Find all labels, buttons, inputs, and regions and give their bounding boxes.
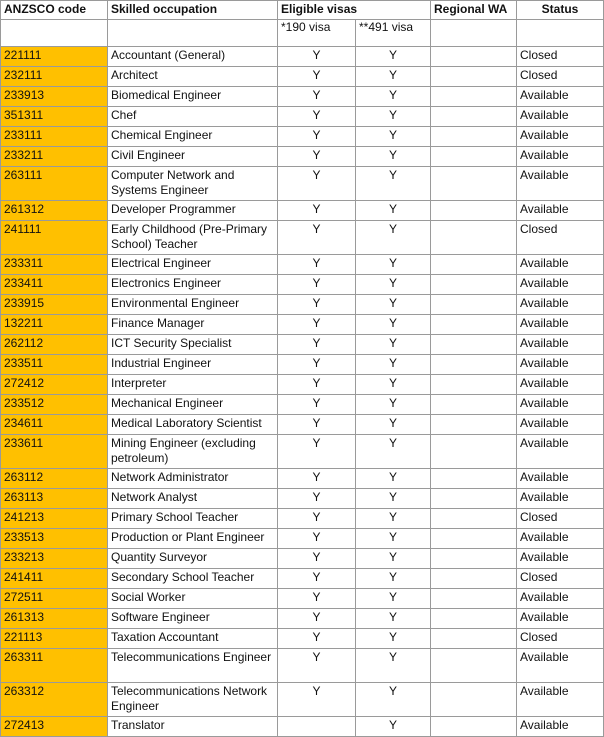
table-row bbox=[1, 469, 604, 489]
visa-491-cell: Y bbox=[356, 509, 431, 529]
regional-wa-cell bbox=[431, 107, 517, 127]
occupation-cell: Medical Laboratory Scientist bbox=[108, 415, 278, 435]
header-occupation: Skilled occupation bbox=[108, 1, 278, 20]
status-cell: Available bbox=[517, 315, 604, 335]
status-cell: Available bbox=[517, 717, 604, 737]
visa-491-cell: Y bbox=[356, 355, 431, 375]
visa-190-cell: Y bbox=[278, 415, 356, 435]
visa-190-cell: Y bbox=[278, 127, 356, 147]
table-row bbox=[1, 167, 604, 201]
table-row bbox=[1, 589, 604, 609]
code-cell: 233213 bbox=[1, 549, 108, 569]
visa-190-cell: Y bbox=[278, 375, 356, 395]
code-cell: 263112 bbox=[1, 469, 108, 489]
header-code: ANZSCO code bbox=[1, 1, 108, 20]
regional-wa-cell bbox=[431, 529, 517, 549]
regional-wa-cell bbox=[431, 415, 517, 435]
visa-190-cell: Y bbox=[278, 589, 356, 609]
code-cell: 232111 bbox=[1, 67, 108, 87]
regional-wa-cell bbox=[431, 127, 517, 147]
occupation-cell: Civil Engineer bbox=[108, 147, 278, 167]
table-row bbox=[1, 683, 604, 717]
occupation-cell: Software Engineer bbox=[108, 609, 278, 629]
regional-wa-cell bbox=[431, 375, 517, 395]
visa-491-cell: Y bbox=[356, 549, 431, 569]
code-cell: 261312 bbox=[1, 201, 108, 221]
visa-491-cell: Y bbox=[356, 683, 431, 717]
table-row bbox=[1, 107, 604, 127]
regional-wa-cell bbox=[431, 683, 517, 717]
table-row bbox=[1, 275, 604, 295]
table-row bbox=[1, 87, 604, 107]
status-cell: Closed bbox=[517, 629, 604, 649]
status-cell: Available bbox=[517, 683, 604, 717]
table-row bbox=[1, 569, 604, 589]
regional-wa-cell bbox=[431, 629, 517, 649]
visa-491-cell: Y bbox=[356, 415, 431, 435]
visa-491-cell: Y bbox=[356, 569, 431, 589]
regional-wa-cell bbox=[431, 295, 517, 315]
table-row bbox=[1, 127, 604, 147]
visa-491-cell: Y bbox=[356, 315, 431, 335]
regional-wa-cell bbox=[431, 549, 517, 569]
visa-491-cell: Y bbox=[356, 717, 431, 737]
code-cell: 272511 bbox=[1, 589, 108, 609]
visa-190-cell: Y bbox=[278, 107, 356, 127]
visa-190-cell: Y bbox=[278, 629, 356, 649]
subheader-visa-491: **491 visa bbox=[356, 20, 431, 47]
code-cell: 132211 bbox=[1, 315, 108, 335]
regional-wa-cell bbox=[431, 47, 517, 67]
regional-wa-cell bbox=[431, 649, 517, 683]
regional-wa-cell bbox=[431, 315, 517, 335]
table-row bbox=[1, 629, 604, 649]
status-cell: Available bbox=[517, 167, 604, 201]
occupation-cell: Mining Engineer (excluding petroleum) bbox=[108, 435, 278, 469]
occupation-cell: Accountant (General) bbox=[108, 47, 278, 67]
occupation-cell: Environmental Engineer bbox=[108, 295, 278, 315]
code-cell: 233511 bbox=[1, 355, 108, 375]
table-row bbox=[1, 355, 604, 375]
visa-190-cell: Y bbox=[278, 147, 356, 167]
regional-wa-cell bbox=[431, 147, 517, 167]
table-row bbox=[1, 375, 604, 395]
status-cell: Available bbox=[517, 87, 604, 107]
status-cell: Available bbox=[517, 127, 604, 147]
visa-491-cell: Y bbox=[356, 295, 431, 315]
occupation-cell: Finance Manager bbox=[108, 315, 278, 335]
regional-wa-cell bbox=[431, 167, 517, 201]
table-body bbox=[1, 47, 604, 737]
regional-wa-cell bbox=[431, 255, 517, 275]
code-cell: 233211 bbox=[1, 147, 108, 167]
visa-491-cell: Y bbox=[356, 255, 431, 275]
status-cell: Available bbox=[517, 201, 604, 221]
table-row bbox=[1, 255, 604, 275]
visa-491-cell: Y bbox=[356, 127, 431, 147]
occupation-cell: Interpreter bbox=[108, 375, 278, 395]
regional-wa-cell bbox=[431, 435, 517, 469]
status-cell: Closed bbox=[517, 67, 604, 87]
status-cell: Available bbox=[517, 489, 604, 509]
occupation-cell: Early Childhood (Pre-Primary School) Teacher bbox=[108, 221, 278, 255]
status-cell: Closed bbox=[517, 569, 604, 589]
visa-190-cell: Y bbox=[278, 255, 356, 275]
code-cell: 262112 bbox=[1, 335, 108, 355]
regional-wa-cell bbox=[431, 201, 517, 221]
status-cell: Available bbox=[517, 107, 604, 127]
table-row bbox=[1, 67, 604, 87]
code-cell: 272413 bbox=[1, 717, 108, 737]
visa-190-cell: Y bbox=[278, 47, 356, 67]
visa-491-cell: Y bbox=[356, 435, 431, 469]
table-row bbox=[1, 415, 604, 435]
code-cell: 241411 bbox=[1, 569, 108, 589]
occupation-cell: Taxation Accountant bbox=[108, 629, 278, 649]
visa-491-cell: Y bbox=[356, 649, 431, 683]
subheader-row bbox=[1, 20, 604, 47]
visa-190-cell: Y bbox=[278, 569, 356, 589]
status-cell: Closed bbox=[517, 221, 604, 255]
visa-491-cell: Y bbox=[356, 589, 431, 609]
visa-190-cell: Y bbox=[278, 609, 356, 629]
code-cell: 241111 bbox=[1, 221, 108, 255]
occupation-cell: Production or Plant Engineer bbox=[108, 529, 278, 549]
status-cell: Available bbox=[517, 415, 604, 435]
visa-190-cell: Y bbox=[278, 335, 356, 355]
code-cell: 263312 bbox=[1, 683, 108, 717]
status-cell: Available bbox=[517, 469, 604, 489]
table-row bbox=[1, 47, 604, 67]
table-row bbox=[1, 549, 604, 569]
regional-wa-cell bbox=[431, 569, 517, 589]
table-row bbox=[1, 489, 604, 509]
code-cell: 233513 bbox=[1, 529, 108, 549]
code-cell: 272412 bbox=[1, 375, 108, 395]
status-cell: Available bbox=[517, 395, 604, 415]
visa-491-cell: Y bbox=[356, 335, 431, 355]
status-cell: Available bbox=[517, 609, 604, 629]
header-eligible-visas: Eligible visas bbox=[278, 1, 431, 20]
visa-491-cell: Y bbox=[356, 275, 431, 295]
status-cell: Available bbox=[517, 375, 604, 395]
table-row bbox=[1, 435, 604, 469]
regional-wa-cell bbox=[431, 335, 517, 355]
visa-190-cell: Y bbox=[278, 167, 356, 201]
visa-190-cell: Y bbox=[278, 87, 356, 107]
status-cell: Available bbox=[517, 295, 604, 315]
code-cell: 221113 bbox=[1, 629, 108, 649]
regional-wa-cell bbox=[431, 87, 517, 107]
visa-491-cell: Y bbox=[356, 221, 431, 255]
code-cell: 263113 bbox=[1, 489, 108, 509]
visa-491-cell: Y bbox=[356, 395, 431, 415]
status-cell: Closed bbox=[517, 47, 604, 67]
status-cell: Available bbox=[517, 255, 604, 275]
table-row bbox=[1, 649, 604, 683]
table-row bbox=[1, 315, 604, 335]
code-cell: 263311 bbox=[1, 649, 108, 683]
code-cell: 233512 bbox=[1, 395, 108, 415]
visa-190-cell: Y bbox=[278, 201, 356, 221]
visa-491-cell: Y bbox=[356, 201, 431, 221]
visa-491-cell: Y bbox=[356, 489, 431, 509]
visa-190-cell: Y bbox=[278, 435, 356, 469]
status-cell: Available bbox=[517, 435, 604, 469]
occupation-cell: Biomedical Engineer bbox=[108, 87, 278, 107]
visa-190-cell: Y bbox=[278, 683, 356, 717]
visa-491-cell: Y bbox=[356, 167, 431, 201]
status-cell: Available bbox=[517, 275, 604, 295]
visa-190-cell: Y bbox=[278, 221, 356, 255]
visa-190-cell: Y bbox=[278, 529, 356, 549]
occupation-cell: Computer Network and Systems Engineer bbox=[108, 167, 278, 201]
occupation-cell: Network Analyst bbox=[108, 489, 278, 509]
occupation-cell: Architect bbox=[108, 67, 278, 87]
code-cell: 233111 bbox=[1, 127, 108, 147]
visa-190-cell: Y bbox=[278, 295, 356, 315]
code-cell: 263111 bbox=[1, 167, 108, 201]
code-cell: 233913 bbox=[1, 87, 108, 107]
regional-wa-cell bbox=[431, 469, 517, 489]
table-row bbox=[1, 335, 604, 355]
visa-190-cell: Y bbox=[278, 395, 356, 415]
regional-wa-cell bbox=[431, 221, 517, 255]
visa-190-cell: Y bbox=[278, 489, 356, 509]
subheader-empty bbox=[517, 20, 604, 47]
visa-491-cell: Y bbox=[356, 87, 431, 107]
occupation-cell: Chemical Engineer bbox=[108, 127, 278, 147]
status-cell: Available bbox=[517, 549, 604, 569]
status-cell: Available bbox=[517, 649, 604, 683]
visa-190-cell: Y bbox=[278, 315, 356, 335]
code-cell: 233915 bbox=[1, 295, 108, 315]
visa-491-cell: Y bbox=[356, 67, 431, 87]
occupation-cell: Electrical Engineer bbox=[108, 255, 278, 275]
code-cell: 351311 bbox=[1, 107, 108, 127]
table-row bbox=[1, 529, 604, 549]
occupation-cell: Quantity Surveyor bbox=[108, 549, 278, 569]
occupation-cell: Industrial Engineer bbox=[108, 355, 278, 375]
table-row bbox=[1, 717, 604, 737]
table-row bbox=[1, 201, 604, 221]
regional-wa-cell bbox=[431, 395, 517, 415]
header-regional-wa: Regional WA bbox=[431, 1, 517, 20]
status-cell: Available bbox=[517, 589, 604, 609]
subheader-visa-190: *190 visa bbox=[278, 20, 356, 47]
table-row bbox=[1, 395, 604, 415]
visa-190-cell: Y bbox=[278, 509, 356, 529]
visa-491-cell: Y bbox=[356, 47, 431, 67]
status-cell: Available bbox=[517, 147, 604, 167]
occupation-cell: ICT Security Specialist bbox=[108, 335, 278, 355]
occupation-cell: Telecommunications Network Engineer bbox=[108, 683, 278, 717]
visa-190-cell: Y bbox=[278, 355, 356, 375]
regional-wa-cell bbox=[431, 355, 517, 375]
occupation-cell: Chef bbox=[108, 107, 278, 127]
occupation-cell: Electronics Engineer bbox=[108, 275, 278, 295]
code-cell: 234611 bbox=[1, 415, 108, 435]
code-cell: 233311 bbox=[1, 255, 108, 275]
code-cell: 221111 bbox=[1, 47, 108, 67]
visa-190-cell: Y bbox=[278, 649, 356, 683]
occupation-cell: Network Administrator bbox=[108, 469, 278, 489]
occupation-cell: Translator bbox=[108, 717, 278, 737]
table-row bbox=[1, 609, 604, 629]
occupation-cell: Secondary School Teacher bbox=[108, 569, 278, 589]
visa-491-cell: Y bbox=[356, 107, 431, 127]
visa-491-cell: Y bbox=[356, 529, 431, 549]
regional-wa-cell bbox=[431, 509, 517, 529]
header-status: Status bbox=[517, 1, 604, 20]
visa-491-cell: Y bbox=[356, 375, 431, 395]
table-row bbox=[1, 509, 604, 529]
occupation-cell: Mechanical Engineer bbox=[108, 395, 278, 415]
status-cell: Closed bbox=[517, 509, 604, 529]
table-row bbox=[1, 221, 604, 255]
occupation-cell: Developer Programmer bbox=[108, 201, 278, 221]
subheader-empty bbox=[108, 20, 278, 47]
visa-190-cell bbox=[278, 717, 356, 737]
regional-wa-cell bbox=[431, 489, 517, 509]
regional-wa-cell bbox=[431, 609, 517, 629]
status-cell: Available bbox=[517, 355, 604, 375]
visa-190-cell: Y bbox=[278, 67, 356, 87]
regional-wa-cell bbox=[431, 717, 517, 737]
header-row bbox=[1, 1, 604, 20]
visa-190-cell: Y bbox=[278, 275, 356, 295]
occupation-cell: Social Worker bbox=[108, 589, 278, 609]
status-cell: Available bbox=[517, 529, 604, 549]
subheader-empty bbox=[431, 20, 517, 47]
visa-190-cell: Y bbox=[278, 469, 356, 489]
visa-491-cell: Y bbox=[356, 609, 431, 629]
regional-wa-cell bbox=[431, 275, 517, 295]
subheader-empty bbox=[1, 20, 108, 47]
regional-wa-cell bbox=[431, 589, 517, 609]
occupation-cell: Telecommunications Engineer bbox=[108, 649, 278, 683]
regional-wa-cell bbox=[431, 67, 517, 87]
status-cell: Available bbox=[517, 335, 604, 355]
table-row bbox=[1, 147, 604, 167]
code-cell: 233411 bbox=[1, 275, 108, 295]
code-cell: 233611 bbox=[1, 435, 108, 469]
code-cell: 241213 bbox=[1, 509, 108, 529]
visa-491-cell: Y bbox=[356, 469, 431, 489]
code-cell: 261313 bbox=[1, 609, 108, 629]
table-row bbox=[1, 295, 604, 315]
visa-190-cell: Y bbox=[278, 549, 356, 569]
visa-491-cell: Y bbox=[356, 147, 431, 167]
visa-491-cell: Y bbox=[356, 629, 431, 649]
occupation-cell: Primary School Teacher bbox=[108, 509, 278, 529]
